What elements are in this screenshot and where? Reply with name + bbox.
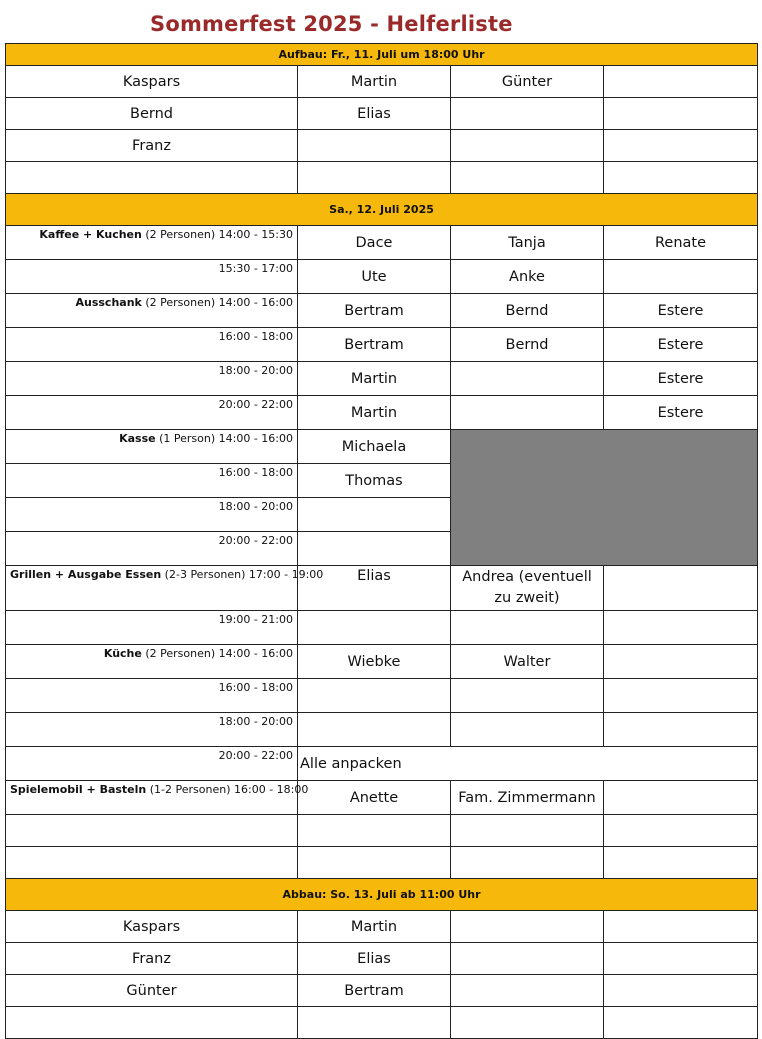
time-label: 16:00 - 18:00 xyxy=(6,328,298,362)
grillen-detail: (2-3 Personen) 17:00 - 19:00 xyxy=(161,568,324,581)
cell[interactable]: Bertram xyxy=(298,975,451,1007)
cell[interactable]: Martin xyxy=(298,396,451,430)
cell[interactable] xyxy=(604,130,758,162)
table-row xyxy=(6,815,758,847)
cell[interactable]: Elias xyxy=(298,98,451,130)
cell[interactable] xyxy=(451,847,604,879)
cell[interactable]: Fam. Zimmermann xyxy=(451,781,604,815)
cell[interactable]: Renate xyxy=(604,226,758,260)
cell[interactable]: Kaspars xyxy=(6,911,298,943)
cell[interactable] xyxy=(604,66,758,98)
cell[interactable]: Dace xyxy=(298,226,451,260)
ausschank-detail: (2 Personen) 14:00 - 16:00 xyxy=(141,296,293,309)
cell[interactable]: Kaspars xyxy=(6,66,298,98)
ausschank-name: Ausschank xyxy=(75,296,142,309)
time-label: 18:00 - 20:00 xyxy=(6,362,298,396)
cell[interactable]: Bertram xyxy=(298,328,451,362)
cell[interactable]: Elias xyxy=(298,943,451,975)
cell[interactable]: Martin xyxy=(298,362,451,396)
ausschank-label xyxy=(6,294,298,328)
cell[interactable] xyxy=(6,847,298,879)
table-row xyxy=(6,911,758,943)
table-row xyxy=(6,328,758,362)
spielemobil-label xyxy=(6,781,309,815)
spielemobil-name: Spielemobil + Basteln xyxy=(10,783,147,796)
cell[interactable]: Andrea (eventuell zu zweit) xyxy=(451,566,604,611)
cell[interactable] xyxy=(604,645,758,679)
cell[interactable] xyxy=(451,713,604,747)
cell[interactable] xyxy=(451,362,604,396)
cell[interactable]: Michaela xyxy=(298,430,451,464)
cell[interactable] xyxy=(604,713,758,747)
time-label: 15:30 - 17:00 xyxy=(6,260,298,294)
table-row xyxy=(6,362,758,396)
kueche-detail: (2 Personen) 14:00 - 16:00 xyxy=(141,647,293,660)
cell[interactable] xyxy=(298,130,451,162)
page-title: Sommerfest 2025 - Helferliste xyxy=(150,12,513,36)
cell[interactable] xyxy=(604,975,758,1007)
table-row xyxy=(6,1007,758,1039)
helper-list-table xyxy=(5,43,758,1039)
cell[interactable] xyxy=(6,1007,298,1039)
table-row xyxy=(6,130,758,162)
time-label: 18:00 - 20:00 xyxy=(6,713,298,747)
table-row xyxy=(6,943,758,975)
table-row xyxy=(6,226,758,260)
cell[interactable] xyxy=(451,98,604,130)
grillen-name: Grillen + Ausgabe Essen xyxy=(10,568,162,581)
cell[interactable]: Walter xyxy=(451,645,604,679)
abbau-header: Abbau: So. 13. Juli ab 11:00 Uhr xyxy=(6,879,758,911)
table-row xyxy=(6,975,758,1007)
spielemobil-detail: (1-2 Personen) 16:00 - 18:00 xyxy=(146,783,309,796)
cell[interactable] xyxy=(451,815,604,847)
time-label: 19:00 - 21:00 xyxy=(6,611,298,645)
table-row xyxy=(6,162,758,194)
cell[interactable] xyxy=(298,498,451,532)
time-label: 20:00 - 22:00 xyxy=(6,396,298,430)
cell[interactable] xyxy=(604,679,758,713)
cell[interactable] xyxy=(451,396,604,430)
table-row xyxy=(6,66,758,98)
cell[interactable]: Bernd xyxy=(6,98,298,130)
table-row xyxy=(6,430,758,464)
cell[interactable] xyxy=(298,847,451,879)
cell[interactable] xyxy=(298,532,451,566)
time-label: 20:00 - 22:00 xyxy=(6,747,298,781)
abbau-header-row xyxy=(6,879,758,911)
cell[interactable]: Franz xyxy=(6,130,298,162)
cell[interactable] xyxy=(604,911,758,943)
cell[interactable] xyxy=(298,815,451,847)
cell[interactable] xyxy=(604,260,758,294)
cell[interactable]: Günter xyxy=(6,975,298,1007)
alle-anpacken-cell[interactable]: Alle anpacken xyxy=(298,747,758,781)
table-row xyxy=(6,396,758,430)
kueche-label xyxy=(6,645,298,679)
blocked-area xyxy=(451,430,758,566)
kaffee-label xyxy=(6,226,298,260)
time-label: 16:00 - 18:00 xyxy=(6,464,298,498)
table-row xyxy=(6,747,758,781)
cell[interactable]: Ute xyxy=(298,260,451,294)
samstag-header: Sa., 12. Juli 2025 xyxy=(6,194,758,226)
time-label: 20:00 - 22:00 xyxy=(6,532,298,566)
cell[interactable] xyxy=(298,679,451,713)
kaffee-detail: (2 Personen) 14:00 - 15:30 xyxy=(141,228,293,241)
table-row xyxy=(6,847,758,879)
cell[interactable]: Franz xyxy=(6,943,298,975)
cell[interactable]: Bernd xyxy=(451,294,604,328)
kasse-label xyxy=(6,430,298,464)
kaffee-name: Kaffee + Kuchen xyxy=(39,228,142,241)
cell[interactable]: Anke xyxy=(451,260,604,294)
cell[interactable] xyxy=(451,611,604,645)
cell[interactable]: Estere xyxy=(604,396,758,430)
cell[interactable]: Wiebke xyxy=(298,645,451,679)
table-row xyxy=(6,713,758,747)
table-row xyxy=(6,98,758,130)
cell[interactable] xyxy=(451,911,604,943)
time-label: 16:00 - 18:00 xyxy=(6,679,298,713)
cell[interactable]: Estere xyxy=(604,328,758,362)
table-row xyxy=(6,645,758,679)
cell[interactable] xyxy=(298,1007,451,1039)
cell[interactable] xyxy=(604,611,758,645)
cell[interactable] xyxy=(298,713,451,747)
cell[interactable]: Martin xyxy=(298,911,451,943)
cell[interactable]: Bertram xyxy=(298,294,451,328)
cell[interactable] xyxy=(451,130,604,162)
cell[interactable] xyxy=(604,815,758,847)
cell[interactable]: Estere xyxy=(604,362,758,396)
kasse-name: Kasse xyxy=(119,432,156,445)
cell[interactable] xyxy=(451,975,604,1007)
cell[interactable]: Günter xyxy=(451,66,604,98)
aufbau-header-row xyxy=(6,44,758,66)
cell[interactable]: Bernd xyxy=(451,328,604,362)
kueche-name: Küche xyxy=(103,647,142,660)
cell[interactable] xyxy=(451,679,604,713)
table-row xyxy=(6,294,758,328)
table-row xyxy=(6,260,758,294)
cell[interactable] xyxy=(604,847,758,879)
cell[interactable] xyxy=(604,781,758,815)
table-row xyxy=(6,679,758,713)
cell[interactable] xyxy=(6,162,298,194)
cell[interactable]: Elias xyxy=(298,566,451,611)
time-label: 18:00 - 20:00 xyxy=(6,498,298,532)
cell[interactable]: Anette xyxy=(298,781,451,815)
cell[interactable] xyxy=(604,943,758,975)
cell[interactable]: Estere xyxy=(604,294,758,328)
table-row xyxy=(6,566,758,611)
cell[interactable] xyxy=(451,1007,604,1039)
cell[interactable] xyxy=(604,1007,758,1039)
cell[interactable] xyxy=(298,611,451,645)
grillen-label xyxy=(6,566,324,611)
table-row xyxy=(6,611,758,645)
cell[interactable] xyxy=(298,162,451,194)
samstag-header-row xyxy=(6,194,758,226)
cell[interactable] xyxy=(604,98,758,130)
cell[interactable]: Tanja xyxy=(451,226,604,260)
kasse-detail: (1 Person) 14:00 - 16:00 xyxy=(155,432,293,445)
cell[interactable] xyxy=(451,162,604,194)
cell[interactable] xyxy=(604,162,758,194)
cell[interactable]: Thomas xyxy=(298,464,451,498)
aufbau-header: Aufbau: Fr., 11. Juli um 18:00 Uhr xyxy=(6,44,758,66)
table-row xyxy=(6,781,758,815)
cell[interactable] xyxy=(604,566,758,611)
cell[interactable]: Martin xyxy=(298,66,451,98)
cell[interactable] xyxy=(6,815,298,847)
cell[interactable] xyxy=(451,943,604,975)
